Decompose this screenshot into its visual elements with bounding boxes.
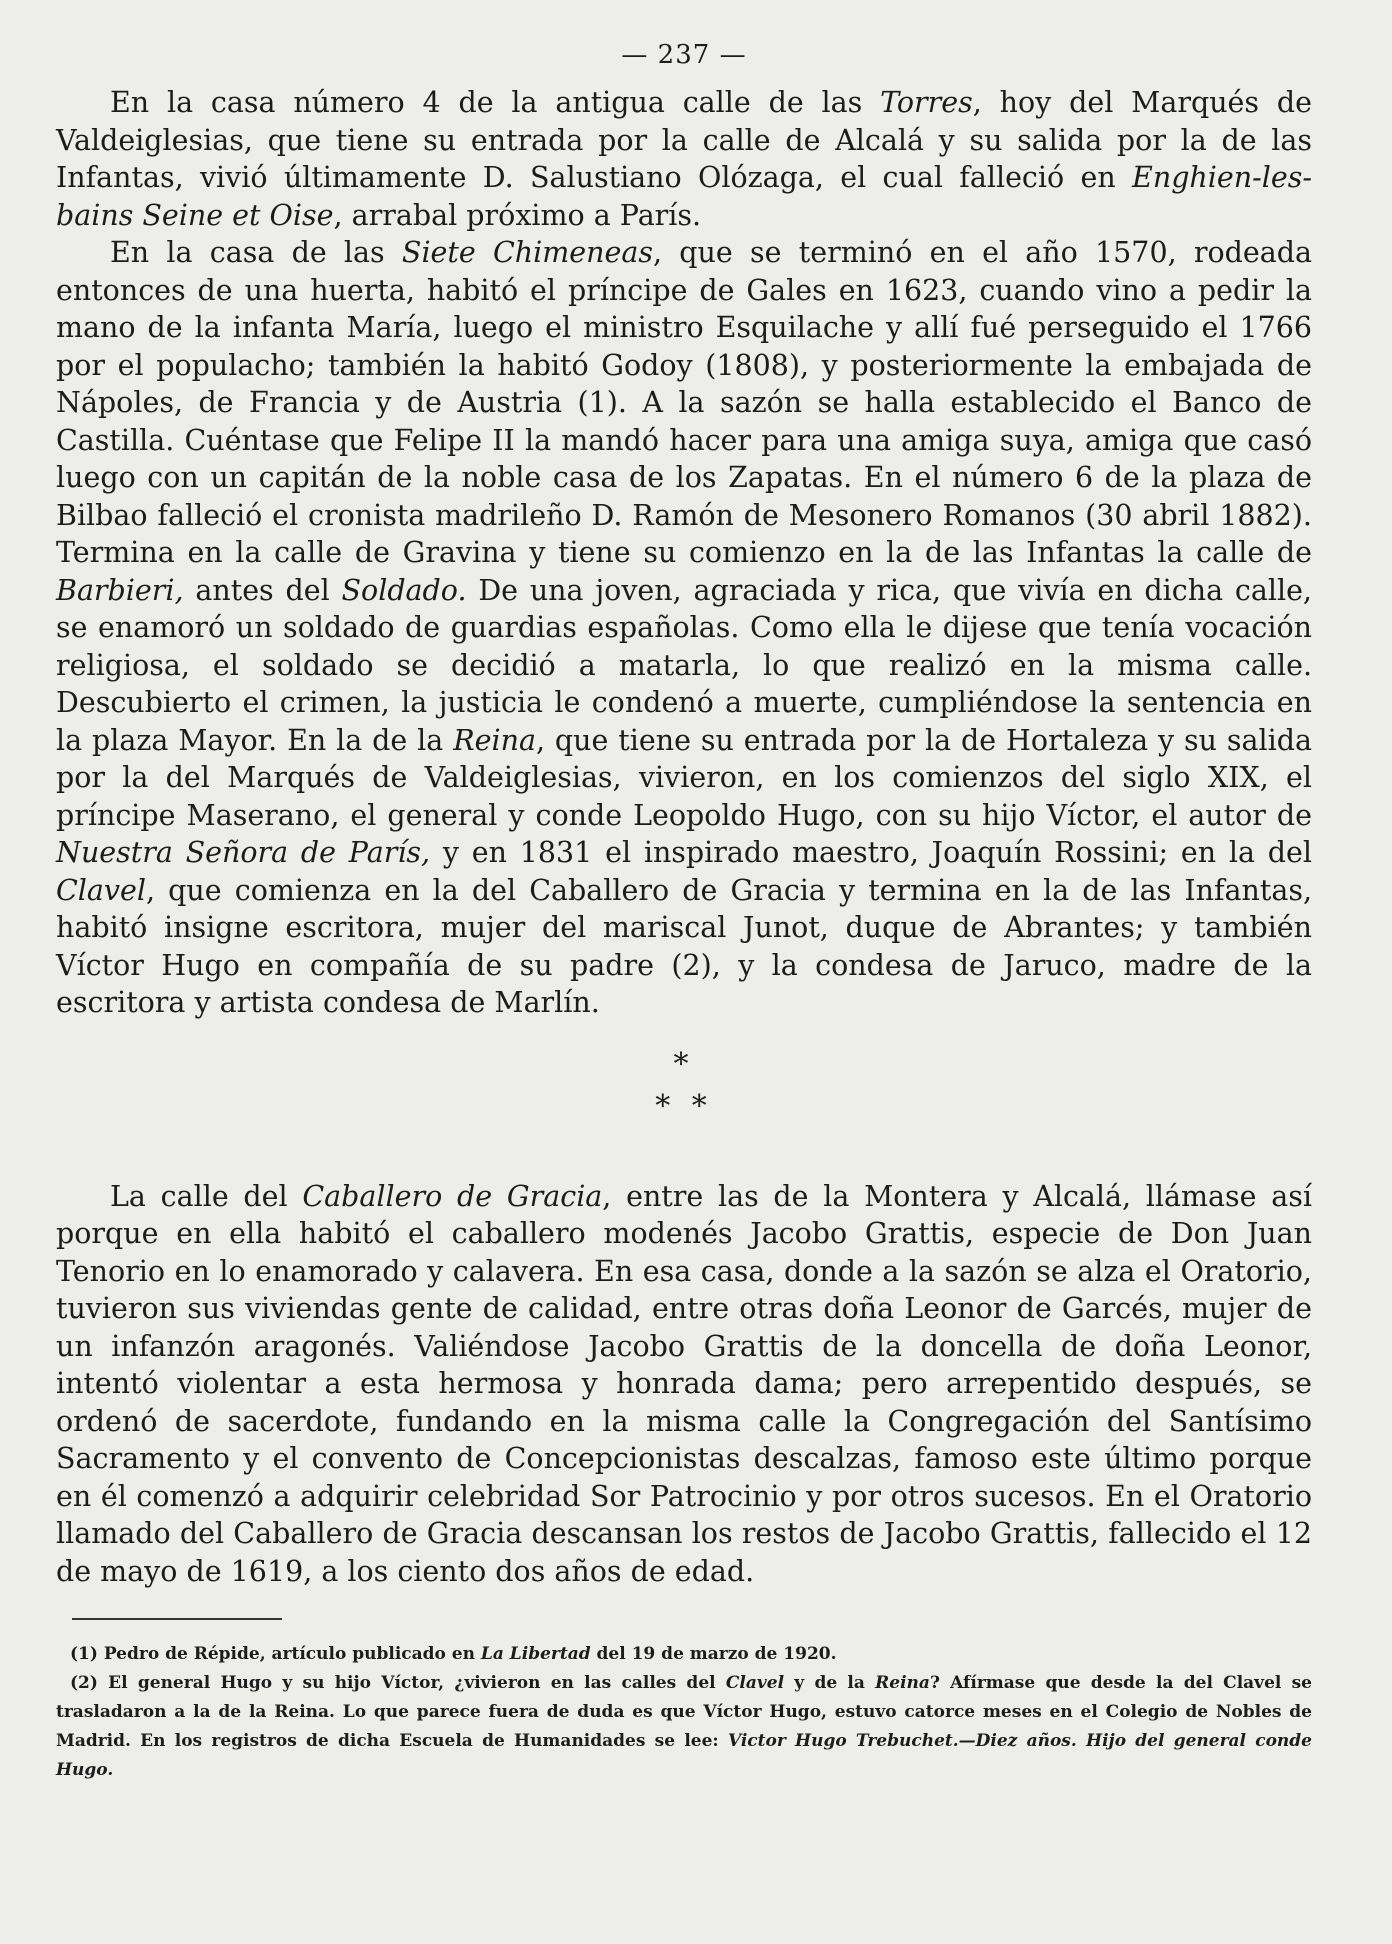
paragraph-2 xyxy=(56,234,1312,1022)
text-run: , que comienza en la del Caballero de Gracia y termina en la de las Infantas, habitó insigne escritora, mujer del mariscal Junot, duque de Abrantes; y también Víctor Hugo en compañía de su padre (2), y la condesa de Jaruco, madre de la escritora y artista condesa de Marlín. xyxy=(56,873,1312,1019)
page-number: — 237 — xyxy=(621,40,747,70)
text-run: y de la xyxy=(784,1673,876,1693)
text-run: (1) Pedro de Répide, artículo publicado en xyxy=(70,1644,481,1664)
main-text-2 xyxy=(56,1178,1312,1591)
paragraph-1 xyxy=(56,84,1312,234)
text-run: La calle del xyxy=(110,1179,303,1213)
italic-text: Torres xyxy=(880,86,973,119)
italic-text: Victor Hugo Trebuchet.—Diez años. Hijo del general conde Hugo. xyxy=(56,1731,1312,1780)
text-run: , entre las de la Montera y Alcalá, llámase así porque en ella habitó el caballero modenés Jacobo Grattis, especie de Don Juan Tenorio en lo enamorado y calavera. En esa casa, donde a la sazón se alza el Oratorio, tuvieron sus viviendas gente de calidad, entre otras doña Leonor de Garcés, mujer de un infanzón aragonés. Valiéndose Jacobo Grattis de la doncella de doña Leonor, intentó violentar a esta hermosa y honrada dama; pero arrepentido después, se ordenó de sacerdote, fundando en la misma calle la Congregación del Santísimo Sacramento y el convento de Concepcionistas descalzas, famoso este último porque en él comenzó a adquirir celebridad Sor Patrocinio y por otros sucesos. En el Oratorio llamado del Caballero de Gracia descansan los restos de Jacobo Grattis, fallecido el 12 de mayo de 1619, a los ciento dos años de edad. xyxy=(56,1179,1312,1588)
footnote-divider xyxy=(72,1618,282,1620)
italic-text: Caballero de Gracia xyxy=(302,1179,603,1213)
main-text xyxy=(56,84,1312,1022)
paragraph-3 xyxy=(56,1178,1312,1591)
text-run: En la casa número 4 de la antigua calle de las xyxy=(110,86,881,119)
italic-text: Barbieri, xyxy=(56,573,184,607)
text-run: , arrabal próximo a París. xyxy=(333,198,702,232)
italic-text: Clavel xyxy=(56,873,146,907)
text-run: ? Afírmase que desde la del Clavel se trasladaron a la de la Reina. Lo que parece fuera de duda es que Víctor Hugo, estuvo catorce meses en el Colegio de Nobles de Madrid. En los registros de dicha Escuela de Humanidades se lee: xyxy=(56,1673,1312,1751)
italic-text: La Libertad xyxy=(480,1644,591,1664)
text-run: , que tiene su entrada por la de Hortaleza y su salida por la del Marqués de Valdeiglesias, vivieron, en los comienzos del siglo XIX, el príncipe Maserano, el general y conde Leopoldo Hugo, con su hijo Víctor, el autor de xyxy=(56,723,1312,832)
text-run: del 19 de marzo de 1920. xyxy=(590,1644,837,1664)
text-run: y en 1831 el inspirado maestro, Joaquín Rossini; en la del xyxy=(430,836,1312,869)
italic-text: Nuestra Señora de París, xyxy=(56,836,431,869)
italic-text: Reina xyxy=(875,1673,930,1693)
footnote-1 xyxy=(56,1640,1312,1669)
italic-text: Clavel xyxy=(725,1673,785,1693)
italic-text: Siete Chimeneas xyxy=(401,236,653,269)
text-run: (2) El general Hugo y su hijo Víctor, ¿vivieron en las calles del xyxy=(70,1673,726,1693)
section-separator xyxy=(56,1046,1312,1124)
footnotes xyxy=(56,1640,1312,1785)
text-run: , hoy del Marqués de Valdeiglesias, que tiene su entrada por la calle de Alcalá y su salida por la de las Infantas, vivió últimamente D. Salustiano Olózaga, el cual falleció en xyxy=(56,86,1312,194)
footnote-2 xyxy=(56,1669,1312,1785)
text-run: En la casa de las xyxy=(110,236,402,269)
text-run: antes del xyxy=(183,573,342,607)
separator-bottom: * * xyxy=(655,1088,713,1124)
text-run: , que se terminó en el año 1570, rodeada entonces de una huerta, habitó el príncipe de Gales en 1623, cuando vino a pedir la mano de la infanta María, luego el ministro Esquilache y allí fué perseguido el 1766 por el populacho; también la habitó Godoy (1808), y posteriormente la embajada de Nápoles, de Francia y de Austria (1). A la sazón se halla establecido el Banco de Castilla. Cuéntase que Felipe II la mandó hacer para una amiga suya, amiga que casó luego con un capitán de la noble casa de los Zapatas. En el número 6 de la plaza de Bilbao falleció el cronista madrileño D. Ramón de Mesonero Romanos (30 abril 1882). Termina en la calle de Gravina y tiene su comienzo en la de las Infantas la calle de xyxy=(56,236,1312,569)
italic-text: Enghien-les-bains Seine et Oise xyxy=(56,161,1312,232)
italic-text: Reina xyxy=(453,723,536,757)
italic-text: Soldado. xyxy=(341,573,467,607)
separator-top: * xyxy=(673,1046,695,1082)
text-run: De una joven, agraciada y rica, que vivía en dicha calle, se enamoró un soldado de guardias españolas. Como ella le dijese que tenía vocación religiosa, el soldado se decidió a matarla, lo que realizó en la misma calle. Descubierto el crimen, la justicia le condenó a muerte, cumpliéndose la sentencia en la plaza Mayor. En la de la xyxy=(56,573,1312,757)
